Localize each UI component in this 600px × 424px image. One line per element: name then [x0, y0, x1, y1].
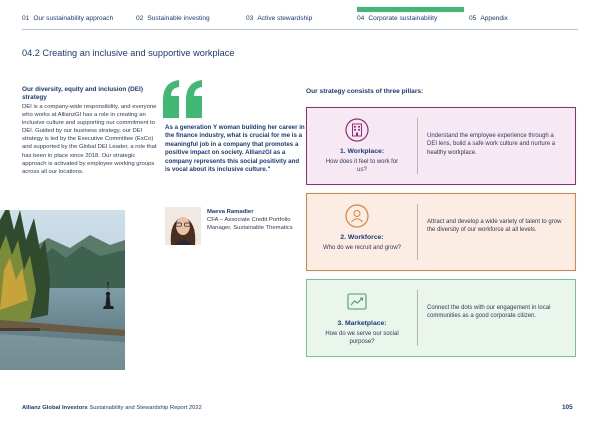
pillar-description: Connect the dots with our engagement in local communities as a good corporate citizen. [427, 305, 551, 320]
author-portrait [165, 207, 201, 245]
author-role: CFA – Associate Credit Portfolio Manager, Sustainable Thematics [207, 217, 293, 231]
quote-mark-icon [161, 78, 206, 122]
nav-item-number: 03 [246, 15, 254, 22]
pillar-question: How do we serve our social purpose? [325, 331, 399, 346]
pillar-divider [417, 290, 418, 346]
pillars-heading: Our strategy consists of three pillars: [306, 88, 424, 95]
nav-item-label: Our sustainability approach [33, 15, 114, 22]
author-name: Maeva Ramadier [207, 209, 254, 215]
section-title: 04.2 Creating an inclusive and supportive workplace [22, 48, 235, 58]
pillar-title: 3. Marketplace: [337, 320, 387, 327]
nav-item-label: Appendix [480, 15, 508, 22]
pillar-divider [417, 118, 418, 174]
top-nav [0, 0, 600, 30]
pillar-title: 1. Workplace: [339, 148, 385, 155]
quote-text: As a generation Y woman building her career in the finance industry, what is crucial for me is a meaningful job in a company that promotes a positive impact on society. AllianzGI as a company represents this social positivity and is vocal about its inclusive culture." [165, 124, 305, 174]
pillar-divider [417, 204, 418, 260]
pillar-card-marketplace [306, 279, 576, 357]
footer-brand: Allianz Global Investors [22, 405, 88, 411]
nav-item-number: 04 [357, 15, 365, 22]
growth-chart-icon [345, 290, 369, 314]
nav-item-sustainable-investing[interactable] [136, 15, 210, 22]
pillar-description: Understand the employee experience through a DEI lens, build a safe work culture and nurture a healthy workplace. [427, 133, 556, 156]
pillar-title: 2. Workforce: [340, 234, 384, 241]
footer-report-title: Sustainability and Stewardship Report 2022 [89, 405, 202, 411]
nav-item-appendix[interactable] [469, 15, 508, 22]
office-building-icon [345, 118, 369, 142]
nav-active-indicator [357, 7, 464, 12]
author-info [207, 208, 307, 232]
person-badge-icon [345, 204, 369, 228]
nav-item-number: 05 [469, 15, 477, 22]
page-footer [22, 405, 202, 411]
nav-item-active-stewardship[interactable] [246, 15, 312, 22]
nav-item-number: 02 [136, 15, 144, 22]
pillar-card-workforce [306, 193, 576, 271]
nav-item-label: Sustainable investing [147, 15, 210, 22]
yoga-lake-photo [0, 210, 125, 370]
nav-item-label: Active stewardship [257, 15, 313, 22]
nav-item-label: Corporate sustainability [368, 15, 438, 22]
nav-item-corporate-sustainability[interactable] [357, 15, 437, 22]
page-number: 105 [562, 404, 573, 411]
pillar-description: Attract and develop a wide variety of talent to grow the diversity of our workforce at all levels. [427, 219, 562, 234]
nav-item-sustainability-approach[interactable] [22, 15, 113, 22]
dei-heading: Our diversity, equity and inclusion (DEI) strategy [22, 86, 143, 101]
dei-body-text: DEI is a company-wide responsibility, and everyone who works at AllianzGI has a role in creating an inclusive culture and supporting our commitment to DEI. Guided by our business strategy, our DEI strategy is led by the Executive Committee (ExCo) and supported by the Global DEI Leader, a role that has been in place since 2018. Our strategic approach is activated by employee working groups across all our locations. [22, 104, 157, 175]
pillar-question: Who do we recruit and grow? [322, 245, 402, 251]
pillar-card-workplace [306, 107, 576, 185]
pillar-question: How does it feel to work for us? [325, 159, 399, 174]
nav-item-number: 01 [22, 15, 30, 22]
nav-divider [22, 29, 578, 30]
